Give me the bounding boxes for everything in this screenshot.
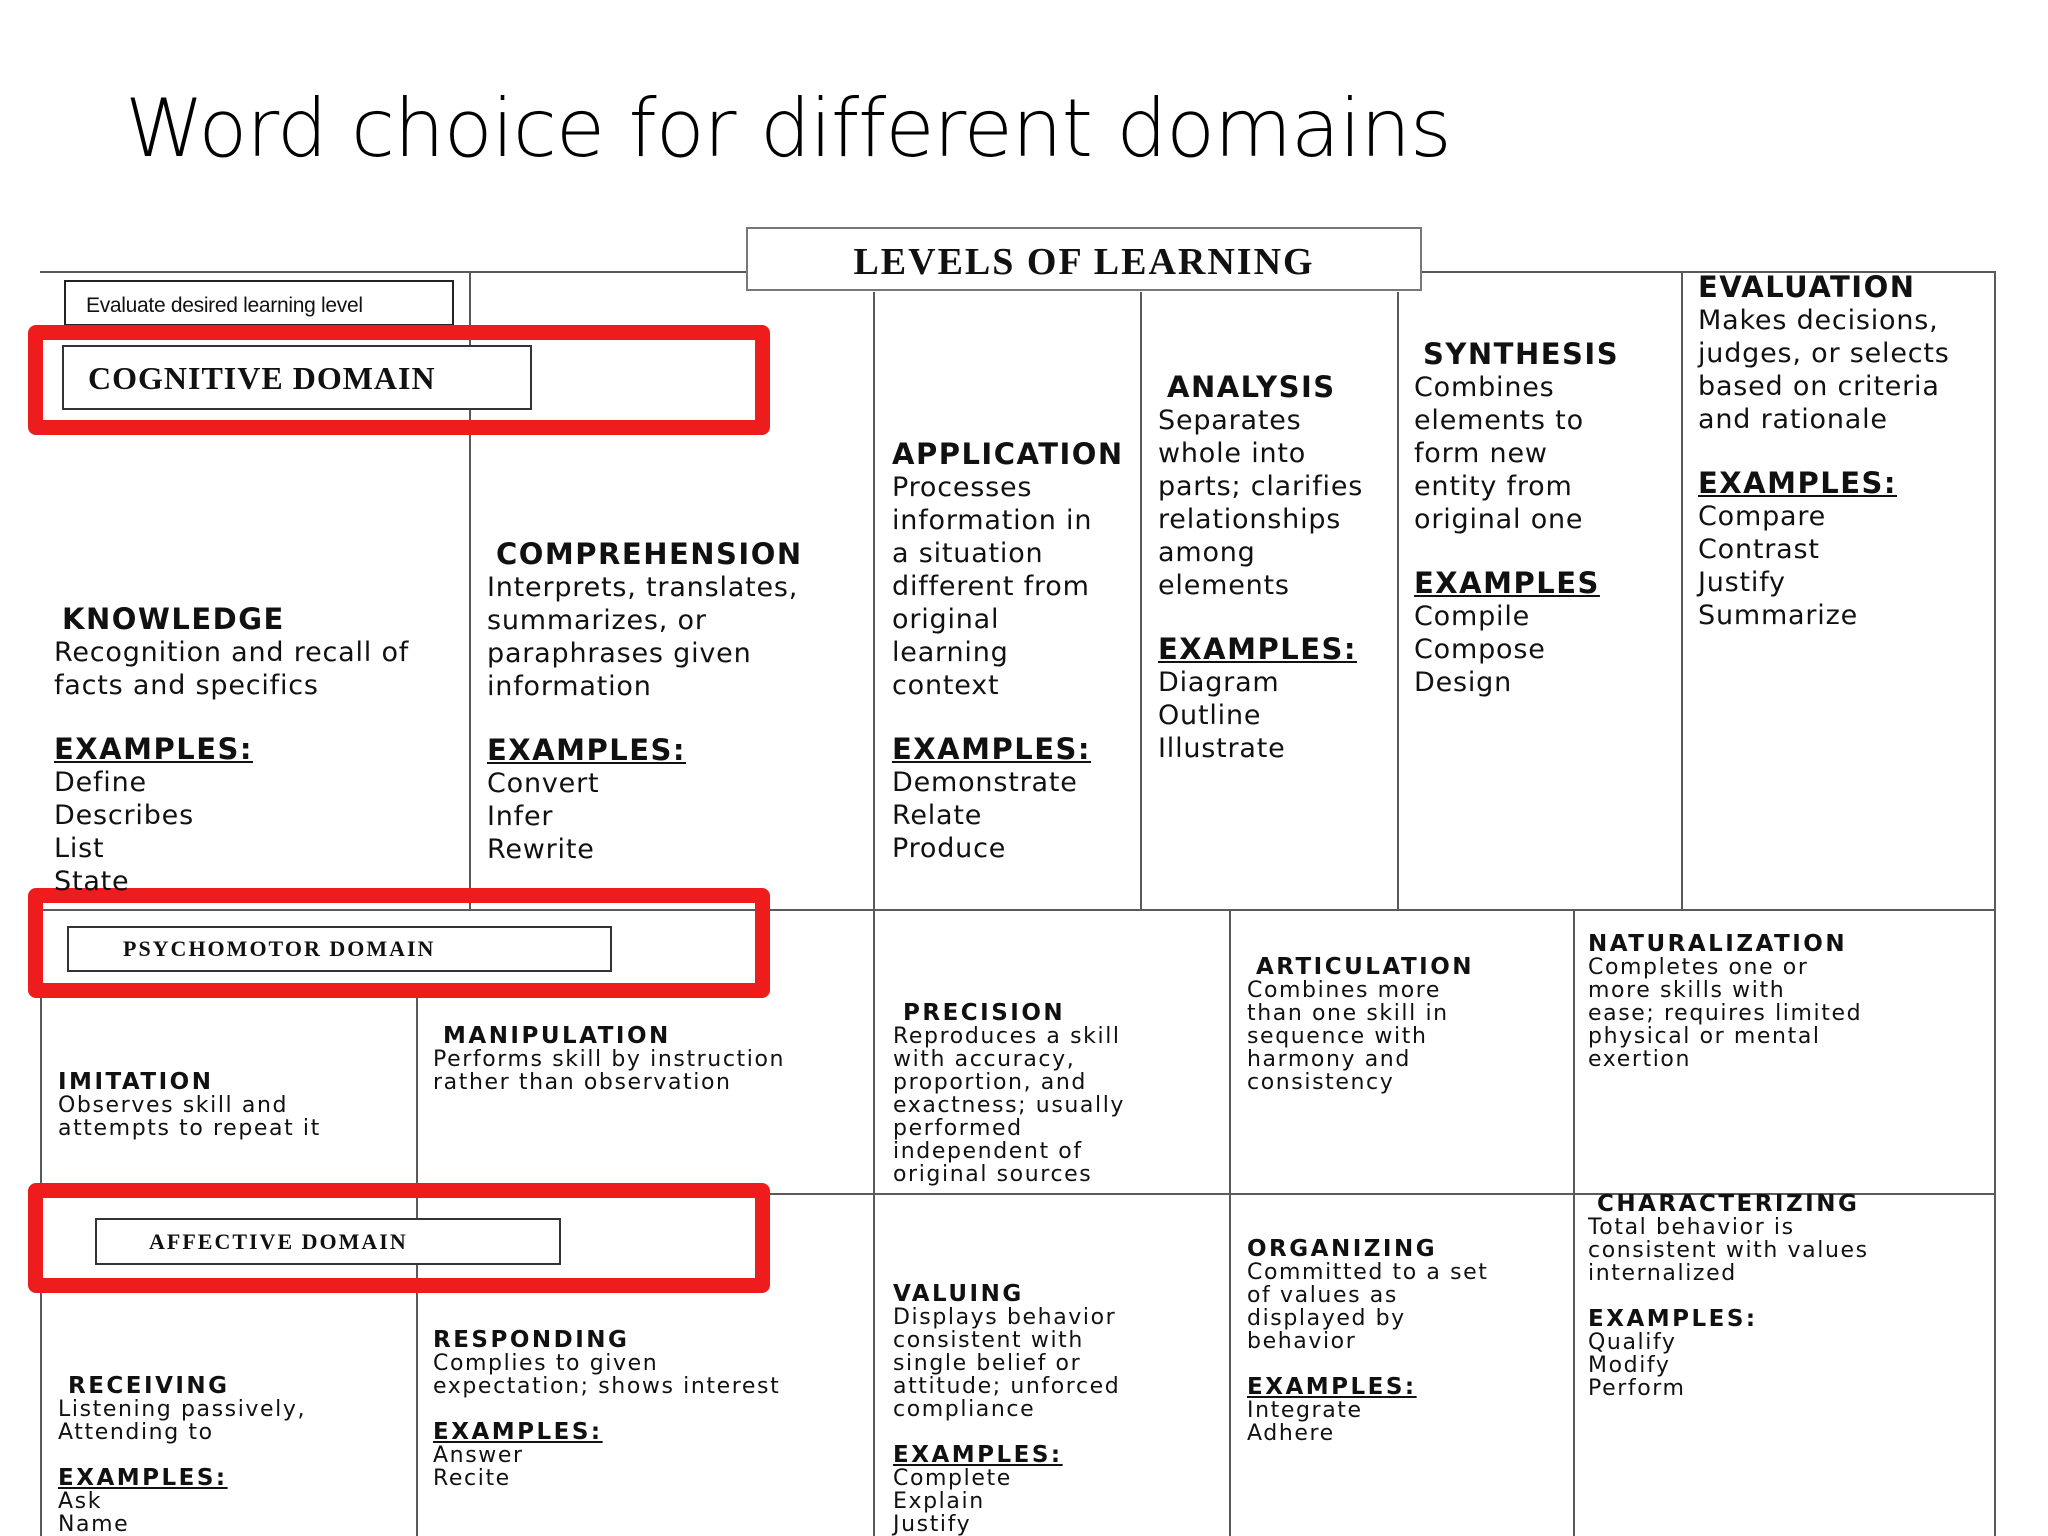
example-word: Define [54, 767, 147, 798]
examples-label: EXAMPLES: [1698, 466, 1897, 500]
level-description: physical or mental [1588, 1024, 1821, 1049]
naturalization-cell [1588, 933, 1862, 1071]
level-description: information [487, 671, 652, 702]
level-description: original one [1414, 504, 1584, 535]
level-description: proportion, and [893, 1070, 1087, 1095]
level-description: Completes one or [1588, 955, 1809, 980]
examples-label: EXAMPLES: [433, 1419, 603, 1445]
level-description: relationships [1158, 504, 1342, 535]
level-description: Attending to [58, 1420, 214, 1445]
examples-label: EXAMPLES: [54, 732, 253, 766]
level-description: form new [1414, 438, 1548, 469]
level-description: of values as [1247, 1283, 1398, 1308]
example-word: Contrast [1698, 534, 1820, 565]
example-word: Integrate [1247, 1398, 1363, 1423]
example-word: Demonstrate [892, 767, 1078, 798]
example-word: Design [1414, 667, 1513, 698]
example-word: Rewrite [487, 834, 595, 865]
example-word: Compose [1414, 634, 1546, 665]
knowledge-heading: KNOWLEDGE [62, 602, 285, 636]
example-word: Convert [487, 768, 600, 799]
level-description: Committed to a set [1247, 1260, 1489, 1285]
synthesis-heading: SYNTHESIS [1423, 337, 1620, 371]
level-description: summarizes, or [487, 605, 707, 636]
level-description: sequence with [1247, 1024, 1428, 1049]
level-description: information in [892, 505, 1093, 536]
right-rule [1994, 271, 1996, 1536]
valuing-heading: VALUING [893, 1281, 1024, 1307]
level-description: Total behavior is [1588, 1215, 1795, 1240]
col-rule [1573, 909, 1575, 1536]
level-description: Combines [1414, 372, 1555, 403]
example-word: Qualify [1588, 1330, 1677, 1355]
example-word: Answer [433, 1443, 524, 1468]
example-word: Relate [892, 800, 983, 831]
level-description: Reproduces a skill [893, 1024, 1121, 1049]
example-word: List [54, 833, 105, 864]
level-description: single belief or [893, 1351, 1082, 1376]
level-description: consistent with [893, 1328, 1084, 1353]
evaluate-note: Evaluate desired learning level [64, 280, 454, 326]
analysis-cell [1158, 370, 1363, 765]
characterizing-heading: CHARACTERIZING [1597, 1191, 1860, 1217]
example-word: Recite [433, 1466, 511, 1491]
col-rule [1397, 292, 1399, 909]
level-description: Displays behavior [893, 1305, 1117, 1330]
level-description: consistency [1247, 1070, 1395, 1095]
level-description: whole into [1158, 438, 1307, 469]
articulation-heading: ARTICULATION [1256, 954, 1474, 980]
level-description: than one skill in [1247, 1001, 1449, 1026]
comprehension-cell [487, 537, 803, 866]
level-description: independent of [893, 1139, 1083, 1164]
example-word: Outline [1158, 700, 1262, 731]
level-description: exactness; usually [893, 1093, 1126, 1118]
level-description: entity from [1414, 471, 1573, 502]
example-word: Adhere [1247, 1421, 1335, 1446]
level-description: different from [892, 571, 1090, 602]
synthesis-cell [1414, 337, 1619, 699]
level-description: a situation [892, 538, 1044, 569]
examples-label: EXAMPLES [1414, 566, 1600, 600]
level-description: based on criteria [1698, 371, 1940, 402]
example-word: State [54, 866, 130, 896]
level-description: expectation; shows interest [433, 1374, 781, 1399]
psychomotor-domain-label: PSYCHOMOTOR DOMAIN [67, 926, 612, 972]
examples-label: EXAMPLES: [1588, 1306, 1758, 1332]
naturalization-heading: NATURALIZATION [1588, 931, 1848, 957]
levels-banner: LEVELS OF LEARNING [746, 227, 1422, 291]
example-word: Compile [1414, 601, 1531, 632]
level-description: more skills with [1588, 978, 1786, 1003]
level-description: Separates [1158, 405, 1302, 436]
level-description: Performs skill by instruction [433, 1047, 786, 1072]
col-rule [1681, 271, 1683, 909]
example-word: Justify [893, 1512, 972, 1536]
receiving-cell-clip [42, 1195, 414, 1536]
level-description: facts and specifics [54, 670, 319, 701]
level-description: among [1158, 537, 1256, 568]
responding-heading: RESPONDING [433, 1327, 630, 1353]
level-description: Interprets, translates, [487, 572, 799, 603]
level-description: elements to [1414, 405, 1584, 436]
col-rule [873, 292, 875, 909]
level-description: with accuracy, [893, 1047, 1076, 1072]
manipulation-cell [433, 1025, 785, 1094]
examples-label: EXAMPLES: [58, 1465, 228, 1491]
level-description: compliance [893, 1397, 1036, 1422]
level-description: rather than observation [433, 1070, 732, 1095]
level-description: judges, or selects [1698, 338, 1950, 369]
level-description: elements [1158, 570, 1290, 601]
precision-heading: PRECISION [903, 1000, 1066, 1026]
example-word: Modify [1588, 1353, 1671, 1378]
level-description: consistent with values [1588, 1238, 1869, 1263]
level-description: harmony and [1247, 1047, 1411, 1072]
example-word: Describes [54, 800, 194, 831]
level-description: internalized [1588, 1261, 1737, 1286]
example-word: Justify [1698, 567, 1786, 598]
col-rule [1229, 909, 1231, 1536]
col-rule [1140, 292, 1142, 909]
examples-label: EXAMPLES: [893, 1442, 1063, 1468]
imitation-heading: IMITATION [58, 1069, 214, 1095]
example-word: Explain [893, 1489, 985, 1514]
articulation-cell [1247, 956, 1474, 1094]
level-description: performed [893, 1116, 1023, 1141]
level-description: Combines more [1247, 978, 1442, 1003]
imitation-cell [58, 1071, 321, 1140]
valuing-cell [893, 1283, 1120, 1536]
manipulation-heading: MANIPULATION [443, 1023, 671, 1049]
examples-label: EXAMPLES: [1158, 632, 1357, 666]
level-description: paraphrases given [487, 638, 752, 669]
examples-label: EXAMPLES: [487, 733, 686, 767]
example-word: Perform [1588, 1376, 1686, 1401]
organizing-heading: ORGANIZING [1247, 1236, 1438, 1262]
receiving-cell [58, 1375, 306, 1536]
knowledge-cell-clip [42, 590, 467, 896]
level-description: original [892, 604, 1000, 635]
example-word: Compare [1698, 501, 1827, 532]
receiving-heading: RECEIVING [68, 1373, 230, 1399]
example-word: Summarize [1698, 600, 1858, 631]
example-word: Ask [58, 1489, 103, 1514]
level-description: behavior [1247, 1329, 1357, 1354]
level-description: displayed by [1247, 1306, 1406, 1331]
level-description: Listening passively, [58, 1397, 307, 1422]
level-description: Processes [892, 472, 1033, 503]
psychomotor-highlight [28, 888, 770, 998]
cognitive-highlight [28, 325, 770, 435]
evaluation-cell [1698, 270, 1950, 632]
analysis-heading: ANALYSIS [1167, 370, 1336, 404]
slide-title: Word choice for different domains [125, 82, 1451, 175]
evaluation-heading: EVALUATION [1698, 270, 1916, 304]
example-word: Diagram [1158, 667, 1280, 698]
level-description: Complies to given [433, 1351, 659, 1376]
characterizing-cell [1588, 1193, 1869, 1400]
example-word: Illustrate [1158, 733, 1286, 764]
affective-domain-label: AFFECTIVE DOMAIN [95, 1218, 561, 1265]
responding-cell [433, 1329, 780, 1490]
example-word: Produce [892, 833, 1007, 864]
cognitive-domain-label: COGNITIVE DOMAIN [62, 345, 532, 410]
level-description: original sources [893, 1162, 1093, 1187]
level-description: ease; requires limited [1588, 1001, 1863, 1026]
level-description: Observes skill and [58, 1093, 289, 1118]
level-description: context [892, 670, 1000, 701]
knowledge-cell [54, 602, 409, 896]
level-description: Makes decisions, [1698, 305, 1939, 336]
example-word: Complete [893, 1466, 1012, 1491]
example-word: Name [58, 1512, 130, 1536]
level-description: attempts to repeat it [58, 1116, 321, 1141]
organizing-cell [1247, 1238, 1489, 1445]
level-description: exertion [1588, 1047, 1692, 1072]
precision-cell [893, 1002, 1125, 1186]
level-description: attitude; unforced [893, 1374, 1121, 1399]
level-description: parts; clarifies [1158, 471, 1364, 502]
example-word: Infer [487, 801, 554, 832]
level-description: Recognition and recall of [54, 637, 410, 668]
examples-label: EXAMPLES: [892, 732, 1091, 766]
application-heading: APPLICATION [892, 437, 1124, 471]
level-description: learning [892, 637, 1009, 668]
level-description: and rationale [1698, 404, 1888, 435]
comprehension-heading: COMPREHENSION [496, 537, 803, 571]
examples-label: EXAMPLES: [1247, 1374, 1417, 1400]
valuing-cell-clip [875, 1195, 1227, 1536]
application-cell [892, 437, 1124, 865]
